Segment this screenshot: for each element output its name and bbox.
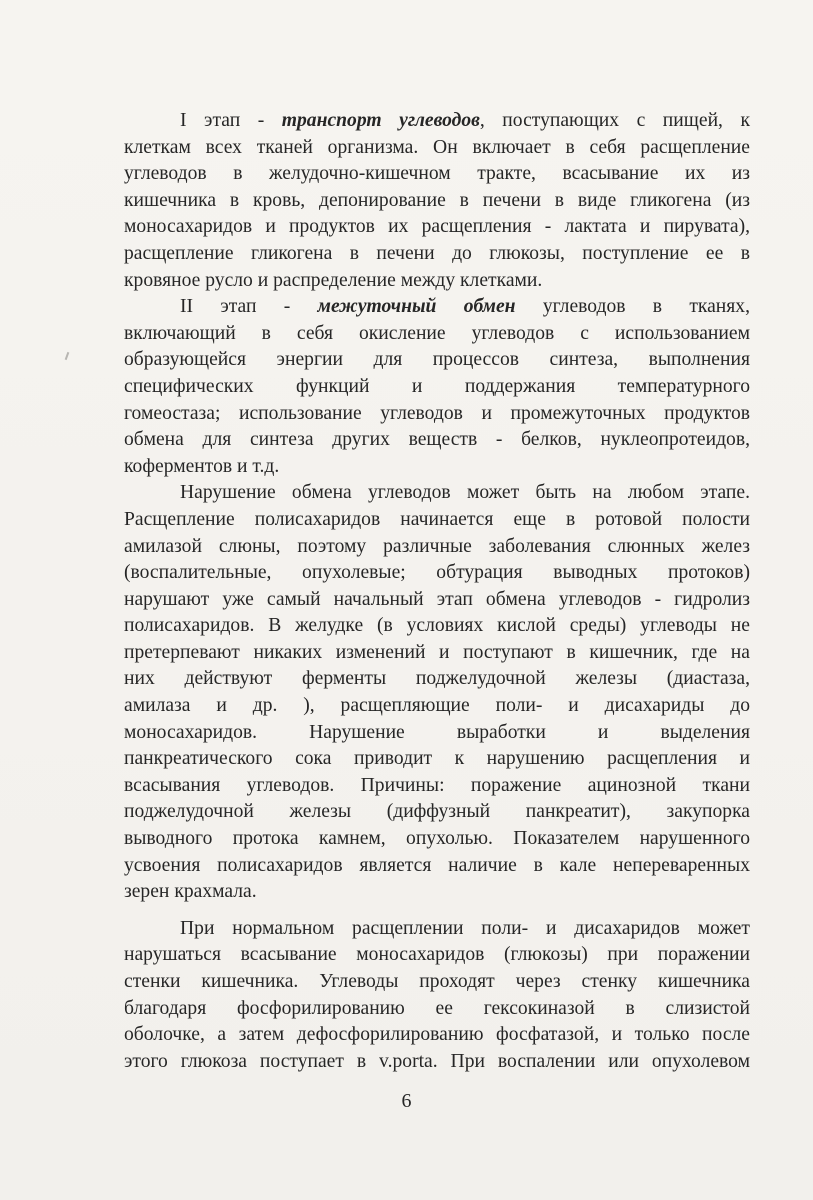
text-line: стенки кишечника. Углеводы проходят через стенку кишечника — [124, 971, 750, 992]
text-line: моносахаридов. Нарушение выработки и выделения — [124, 721, 750, 743]
text-line: обмена для синтеза других веществ - белков, нуклеопротеидов, — [124, 429, 750, 451]
text-line: амилаза и др. ), расщепляющие поли- и дисахариды до — [124, 695, 750, 717]
text-line: включающий в себя окисление углеводов с использованием — [124, 322, 750, 344]
emphasis-term: межуточный обмен — [317, 296, 516, 318]
text-line: коферментов и т.д. — [124, 455, 280, 477]
text-line: поджелудочной железы (диффузный панкреатит), закупорка — [124, 801, 750, 823]
text-line: нарушаться всасывание моносахаридов (глюкозы) при поражении — [124, 944, 750, 966]
text-line: претерпевают никаких изменений и поступают в кишечник, где на — [124, 641, 750, 663]
text-line: При нормальном расщеплении поли- и дисахаридов может — [180, 917, 750, 939]
paragraph-stage-one — [124, 108, 750, 294]
text-line: оболочке, а затем дефосфорилированию фосфатазой, и только после — [124, 1024, 750, 1046]
text-line: усвоения полисахаридов является наличие в кале непереваренных — [124, 854, 750, 876]
text-line: полисахаридов. В желудке (в условиях кислой среды) углеводы не — [124, 615, 750, 637]
text-line: моносахаридов и продуктов их расщепления - лактата и пирувата), — [124, 216, 750, 238]
text-line: образующейся энергии для процессов синтеза, выполнения — [124, 349, 750, 371]
text-line: Нарушение обмена углеводов может быть на любом этапе. — [180, 482, 750, 504]
paragraph-gap — [124, 906, 750, 916]
text-line: II этап - межуточный обмен углеводов в тканях, — [180, 296, 750, 318]
text-line: нарушают уже самый начальный этап обмена углеводов - гидролиз — [124, 588, 750, 610]
page-number: 6 — [401, 1090, 412, 1112]
text-line: кишечника в кровь, депонирование в печени в виде гликогена (из — [124, 189, 750, 211]
paragraph-absorption — [124, 916, 750, 1076]
text-line: всасывания углеводов. Причины: поражение ацинозной ткани — [124, 774, 750, 796]
text-line: них действуют ферменты поджелудочной железы (диастаза, — [124, 668, 750, 690]
text-line: расщепление гликогена в печени до глюкозы, поступление ее в — [124, 242, 750, 264]
text-line: I этап - транспорт углеводов, поступающих с пищей, к — [180, 110, 750, 131]
paragraph-stage-two — [124, 294, 750, 480]
text-line: панкреатического сока приводит к нарушению расщепления и — [124, 748, 750, 770]
text-line: (воспалительные, опухолевые; обтурация выводных протоков) — [124, 562, 750, 584]
text-line: Расщепление полисахаридов начинается еще в ротовой полости — [124, 508, 750, 530]
text-line: клеткам всех тканей организма. Он включает в себя расщепление — [124, 136, 750, 158]
scan-speck — [65, 352, 70, 360]
text-line: кровяное русло и распределение между клетками. — [124, 269, 543, 291]
body-text — [124, 108, 750, 1075]
text-line: углеводов в желудочно-кишечном тракте, всасывание их из — [124, 163, 750, 185]
paragraph-disorders — [124, 480, 750, 906]
text-line: благодаря фосфорилированию ее гексокиназой в слизистой — [124, 997, 750, 1019]
emphasis-term: транспорт углеводов — [281, 110, 480, 131]
text-line: выводного протока камнем, опухолью. Показателем нарушенного — [124, 828, 750, 850]
text-line: гомеостаза; использование углеводов и промежуточных продуктов — [124, 402, 750, 424]
text-line: зерен крахмала. — [124, 881, 257, 903]
text-line: специфических функций и поддержания температурного — [124, 375, 750, 397]
text-line: амилазой слюны, поэтому различные заболевания слюнных желез — [124, 535, 750, 557]
text-line: этого глюкоза поступает в v.porta. При воспалении или опухолевом — [124, 1050, 750, 1072]
